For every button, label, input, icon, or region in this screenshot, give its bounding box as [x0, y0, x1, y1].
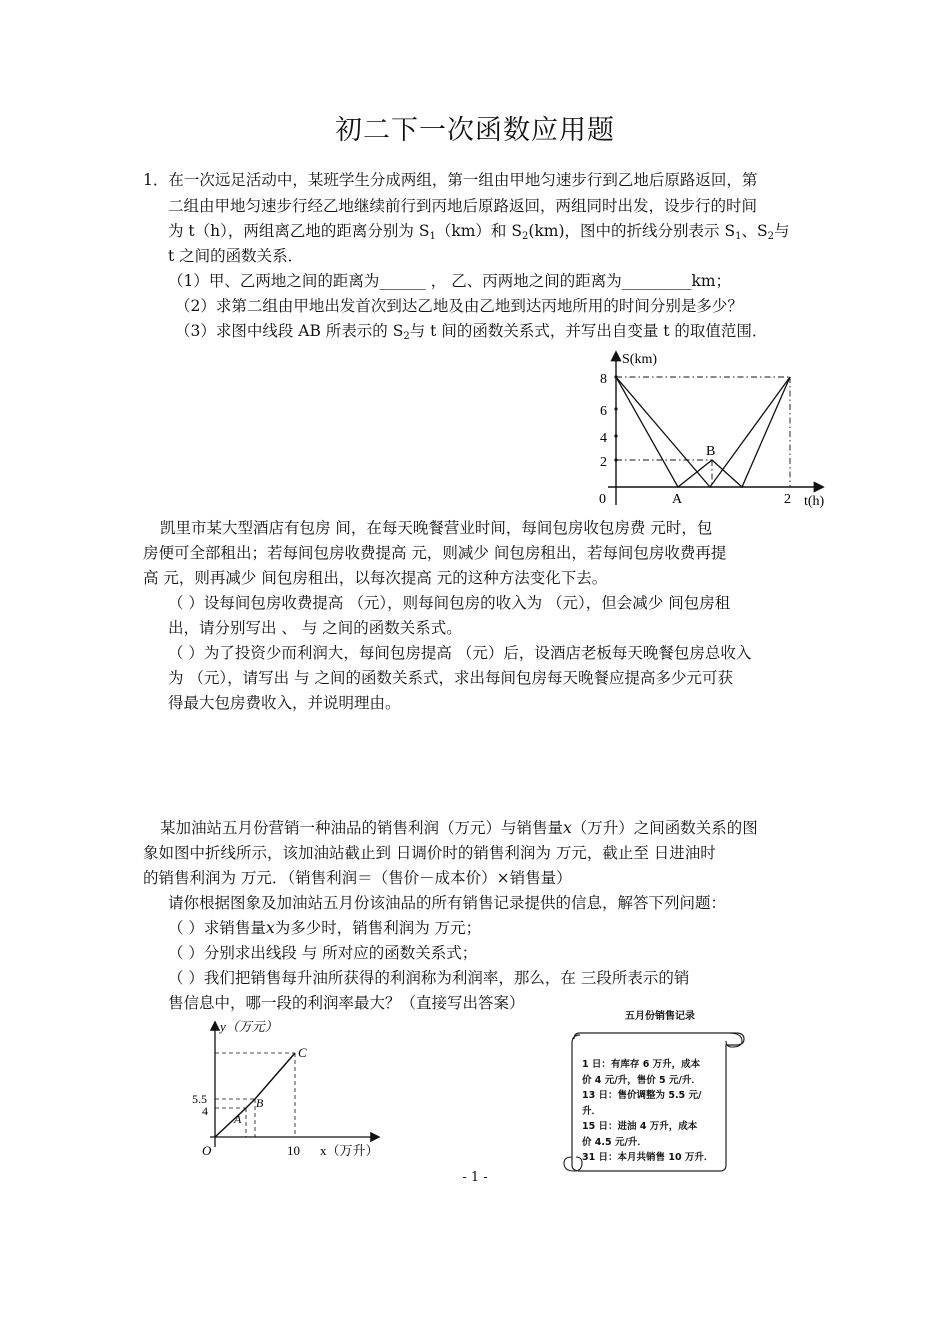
point-b-label: B — [256, 1096, 264, 1110]
q2-part-2-end: 得最大包房费收入，并说明理由。 — [168, 694, 401, 712]
point-b-label: B — [706, 444, 716, 459]
q1-line-4: t 之间的函数关系． — [168, 247, 304, 265]
q2-part-1: （ ）设每间包房收费提高 （元），则每间包房的收入为 （元），但会减少 间包房租 — [168, 594, 731, 612]
record-line-6: 价 4.5 元/升． — [582, 1136, 647, 1148]
record-line-3: 13 日：售价调整为 5.5 元/ — [582, 1090, 702, 1101]
q3-part-3-cont: 售信息中，哪一段的利润率最大？（直接写出答案） — [168, 994, 525, 1012]
y-tick-4: 4 — [202, 1104, 208, 1118]
tick-dot-6 — [614, 407, 617, 410]
s2-line — [616, 377, 790, 487]
record-line-1: 1 日：有库存 6 万升，成本 — [582, 1059, 701, 1070]
q2-line-2: 房便可全部租出；若每间包房收费提高 元，则减少 间包房租出，若每间包房收费再提 — [143, 544, 727, 562]
x-axis-label: x（万升） — [320, 1143, 379, 1158]
q1-line-3: 为 t（h），两组离乙地的距离分别为 $S_1(km)$和 $S_2(km)$，图中的折线分别表示 $S_1$、$S_2$与 — [168, 222, 790, 242]
q2-line-1: 凯里市某大型酒店有包房 间，在每天晚餐营业时间，每间包房收包房费 元时，包 — [160, 519, 713, 537]
origin-label: O — [202, 1143, 212, 1158]
q3-part-1: （ ）求销售量x为多少时，销售利润为 万元； — [168, 919, 482, 937]
y-tick-6: 6 — [600, 404, 607, 419]
profit-sales-chart — [190, 1015, 390, 1165]
y-tick-5-5: 5.5 — [192, 1092, 207, 1106]
page-title: 初二下一次函数应用题 — [335, 115, 615, 146]
y-tick-8: 8 — [600, 372, 607, 387]
x-tick-0: 0 — [599, 492, 606, 507]
q3-part-3: （ ）我们把销售每升油所获得的利润称为利润率，那么，在 三段所表示的销 — [168, 969, 690, 987]
page-number: - 1 - — [462, 1170, 488, 1185]
tick-dot-8 — [614, 375, 617, 378]
q2-line-3: 高 元，则再减少 间包房租出，以每次提高 元的这种方法变化下去。 — [143, 569, 608, 587]
x-tick-2: 2 — [784, 492, 791, 507]
q1-line-2: 二组由甲地匀速步行经乙地继续前行到丙地后原路返回，两组同时出发，设步行的时间 — [168, 197, 758, 215]
tick-dot-4 — [614, 434, 617, 437]
x-axis-label: t(h) — [804, 494, 825, 509]
q2-part-1-cont: 出，请分别写出 、 与 之间的函数关系式。 — [168, 619, 462, 637]
q2-part-2: （ ）为了投资少而利润大，每间包房提高 （元）后，设酒店老板每天晚餐包房总收入 — [168, 644, 752, 662]
point-c-label: C — [298, 1045, 307, 1060]
q1-part-2: （2）求第二组由甲地出发首次到达乙地及由乙地到达丙地所用的时间分别是多少？ — [175, 297, 743, 315]
y-axis-label: S(km) — [622, 352, 657, 367]
y-tick-4: 4 — [600, 431, 607, 446]
record-lines — [582, 1057, 713, 1166]
q1-part-3: （3）求图中线段 AB 所表示的 $S_2$与 t 间的函数关系式，并写出自变量 t 的取值范围． — [175, 322, 768, 342]
q3-line-1: 某加油站五月份营销一种油品的销售利润（万元）与销售量x（万升）之间函数关系的图 — [160, 819, 758, 837]
q2-part-2-cont: 为 （元），请写出 与 之间的函数关系式，求出每间包房每天晚餐应提高多少元可获 — [168, 669, 734, 687]
distance-time-chart — [590, 345, 835, 515]
sales-record-scroll — [560, 1005, 760, 1175]
q1-line-1: 1．在一次远足活动中，某班学生分成两组，第一组由甲地匀速步行到乙地后原路返回，第 — [143, 171, 758, 189]
q3-line-4: 请你根据图象及加油站五月份该油品的所有销售记录提供的信息，解答下列问题： — [168, 894, 727, 912]
point-a-label: A — [234, 1112, 242, 1126]
tick-dot-2 — [614, 458, 617, 461]
q1-part-1: （1）甲、乙两地之间的距离为______ ， 乙、丙两地之间的距离为_________km； — [168, 272, 732, 290]
x-tick-10: 10 — [287, 1143, 300, 1158]
q3-part-2: （ ）分别求出线段 与 所对应的函数关系式； — [168, 944, 478, 962]
profit-polyline — [215, 1053, 295, 1137]
x-tick-a: A — [672, 492, 683, 507]
y-tick-2: 2 — [600, 455, 607, 470]
record-line-7: 31 日：本月共销售 10 万升． — [582, 1152, 714, 1163]
s1-line — [616, 377, 790, 487]
y-axis-label: y（万元） — [220, 1019, 278, 1034]
record-line-4: 升． — [582, 1105, 602, 1117]
record-title: 五月份销售记录 — [625, 1011, 695, 1022]
q3-line-3: 的销售利润为 万元．（销售利润＝（售价－成本价）×销售量） — [143, 869, 572, 887]
record-line-5: 15 日：进油 4 万升，成本 — [582, 1121, 698, 1132]
record-line-2: 价 4 元/升，售价 5 元/升． — [582, 1074, 701, 1086]
q3-line-2: 象如图中折线所示，该加油站截止到 日调价时的销售利润为 万元，截止至 日进油时 — [143, 844, 716, 862]
